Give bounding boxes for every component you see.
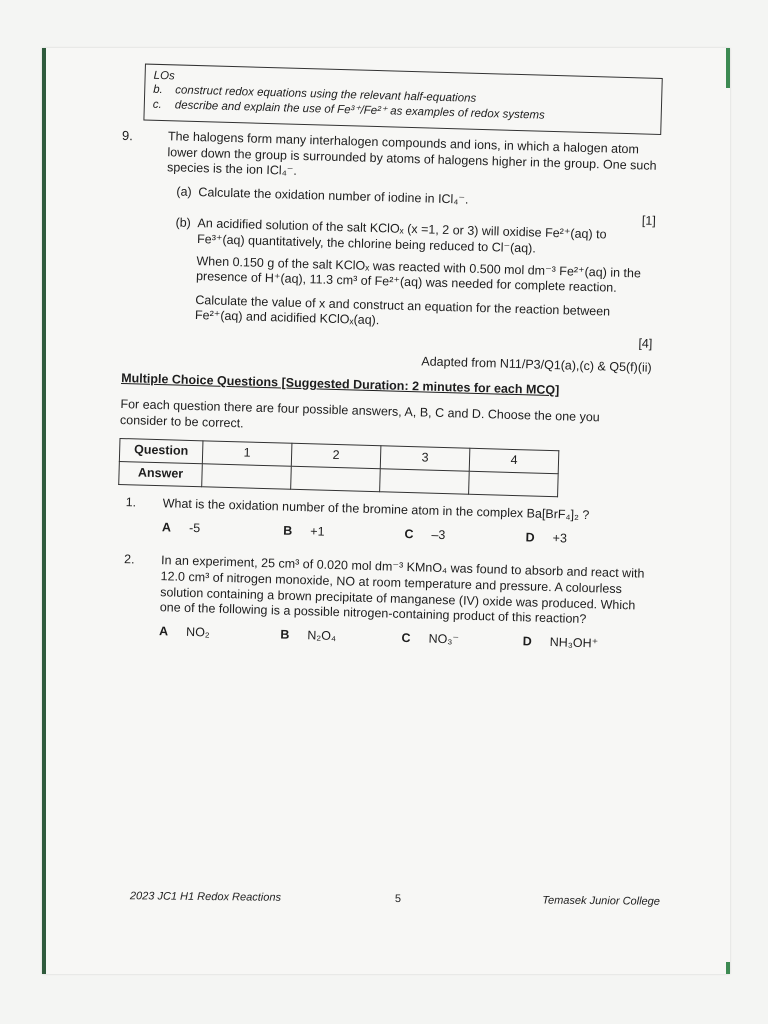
options [162, 520, 647, 549]
option-c: C –3 [404, 526, 446, 542]
footer-course: 2023 JC1 H1 Redox Reactions [129, 890, 282, 904]
question-9b [172, 216, 656, 376]
question-intro: The halogens form many interhalogen compounds and ions, in which a halogen atom lower down the group is surrounded by atoms of halogens higher in the group. One such species is the ion ICl₄⁻. [166, 129, 657, 179]
marks: [1] [641, 213, 656, 228]
page-content [74, 62, 660, 653]
footer-school: Temasek Junior College [542, 894, 660, 908]
part-label: (a) [176, 184, 192, 199]
marks: [4] [638, 336, 653, 351]
page-edge-mark-bottom [726, 962, 730, 974]
los-title: LOs [153, 69, 175, 83]
los-item-c: c. describe and explain the use of Fe³⁺/Fe²⁺ as examples of redox systems [152, 98, 545, 122]
question-number: 1. [125, 495, 137, 510]
question-9 [87, 127, 658, 190]
question-number: 2. [123, 552, 135, 567]
table-cell: 1 [202, 441, 292, 466]
mcq-heading: Multiple Choice Questions [Suggested Duration: 2 minutes for each MCQ] [120, 371, 560, 398]
question-text: What is the oxidation number of the bromine atom in the complex Ba[BrF₄]₂ ? [162, 496, 590, 523]
answer-cell [469, 471, 559, 496]
answer-cell [380, 469, 470, 494]
mcq-question-2 [74, 551, 646, 653]
table-header: Answer [119, 462, 203, 487]
option-d: D NH₃OH⁺ [522, 634, 599, 651]
answer-cell [291, 466, 381, 491]
option-a: A NO₂ [158, 624, 210, 640]
part-text: An acidified solution of the salt KClOₓ (x =1, 2 or 3) will oxidise Fe²⁺(aq) to Fe³⁺(aq) quantitatively, the chlorine being reduced to Cl⁻(aq). [196, 216, 607, 256]
mcq-instructions: For each question there are four possible answers, A, B, C and D. Choose the one you consider to be correct. [119, 396, 600, 430]
option-d: D +3 [525, 530, 568, 546]
question-number: 9. [121, 128, 134, 144]
option-b: B N₂O₄ [280, 627, 337, 643]
option-b: B +1 [283, 523, 325, 539]
table-cell: 2 [291, 443, 381, 468]
part-label: (b) [175, 215, 192, 231]
table-header: Question [119, 439, 203, 464]
los-item-b: b. construct redox equations using the relevant half-equations [153, 84, 477, 106]
mcq-question-1 [77, 494, 648, 549]
page-number: 5 [394, 893, 402, 906]
option-a: A -5 [161, 519, 201, 536]
table-cell: 4 [469, 448, 559, 473]
answer-table [118, 438, 559, 497]
answer-cell [202, 464, 292, 489]
page-edge-mark-top [726, 48, 730, 88]
question-source: Adapted from N11/P3/Q1(a),(c) & Q5(f)(ii) [421, 353, 652, 375]
question-text: In an experiment, 25 cm³ of 0.020 mol dm⁻³ KMnO₄ was found to absorb and react with 12.0 cm³ of nitrogen monoxide, NO at room temperature and pressure. A colourless solution containing a brown precipitate of manganese (IV) oxide was produced. Which one of the following is a possible nitrogen-containing product of this reaction? [159, 553, 645, 627]
part-text: Calculate the oxidation number of iodine in ICl₄⁻. [198, 185, 469, 207]
table-cell: 3 [380, 446, 470, 471]
part-text-3: Calculate the value of x and construct an equation for the reaction between Fe²⁺(aq) and acidified KClOₓ(aq). [194, 292, 611, 328]
part-text-2: When 0.150 g of the salt KClOₓ was reacted with 0.500 mol dm⁻³ Fe²⁺(aq) in the presence of H⁺(aq), 11.3 cm³ of Fe²⁺(aq) was needed for complete reaction. [195, 253, 642, 295]
option-c: C NO₃⁻ [401, 630, 460, 647]
